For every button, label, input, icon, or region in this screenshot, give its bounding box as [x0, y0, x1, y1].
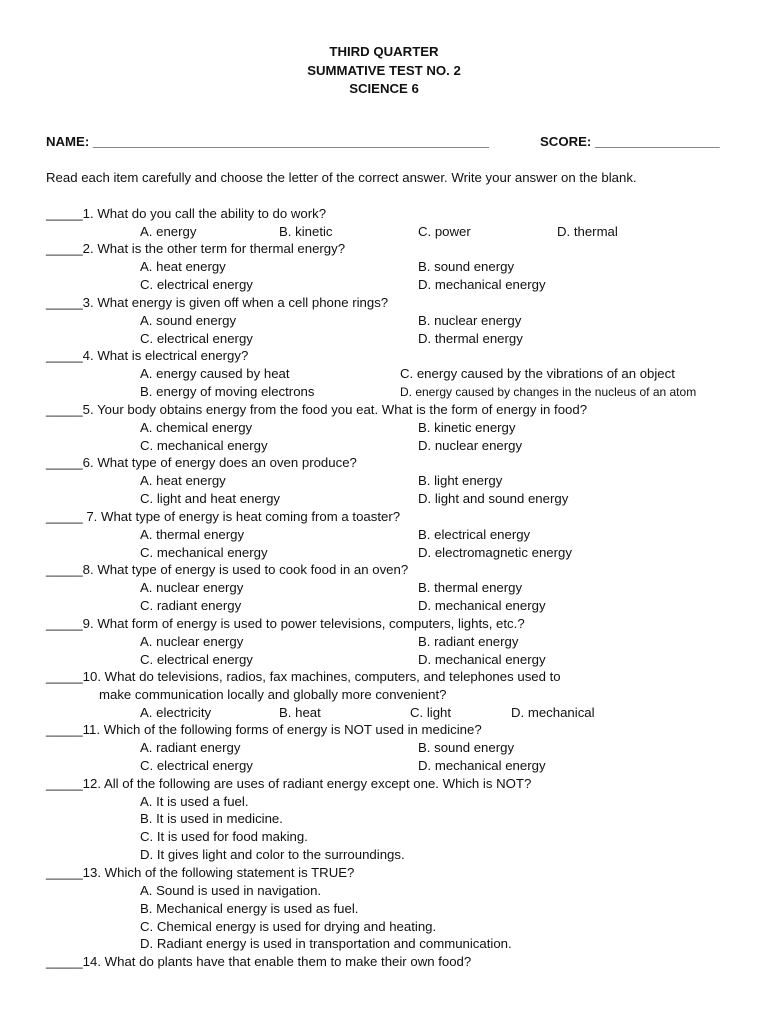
option-a: A. energy caused by heat: [140, 366, 290, 381]
option-d: D. electromagnetic energy: [418, 545, 572, 560]
question-stem: _____9. What form of energy is used to power televisions, computers, lights, etc.?: [46, 616, 525, 631]
option-a: A. chemical energy: [140, 420, 253, 435]
question-stem: _____2. What is the other term for thermal energy?: [46, 241, 346, 256]
option-b: B. light energy: [418, 473, 503, 488]
question-stem: _____5. Your body obtains energy from the food you eat. What is the form of energy in food?: [46, 402, 588, 417]
option-d: D. nuclear energy: [418, 438, 523, 453]
name-field[interactable]: NAME: ______________________________________________________: [46, 134, 489, 149]
option-c: C. mechanical energy: [140, 438, 268, 453]
question-stem: _____14. What do plants have that enable them to make their own food?: [46, 954, 472, 969]
option-b: B. kinetic energy: [418, 420, 516, 435]
option-b: B. sound energy: [418, 740, 515, 755]
header-title: THIRD QUARTER: [329, 44, 439, 59]
option-d: D. It gives light and color to the surroundings.: [140, 847, 405, 862]
option-c: C. mechanical energy: [140, 545, 268, 560]
question-stem-continued: make communication locally and globally more convenient?: [99, 687, 447, 702]
header-subject: SCIENCE 6: [349, 81, 419, 96]
option-c: C. energy caused by the vibrations of an object: [400, 366, 675, 381]
option-a: A. heat energy: [140, 473, 226, 488]
question-stem: _____3. What energy is given off when a cell phone rings?: [46, 295, 389, 310]
option-c: C. electrical energy: [140, 331, 253, 346]
option-b: B. Mechanical energy is used as fuel.: [140, 901, 359, 916]
option-b: B. kinetic: [279, 224, 333, 239]
option-b: B. energy of moving electrons: [140, 384, 315, 399]
option-d: D. light and sound energy: [418, 491, 569, 506]
option-c: C. It is used for food making.: [140, 829, 308, 844]
option-b: B. electrical energy: [418, 527, 531, 542]
option-c: C. electrical energy: [140, 277, 253, 292]
question-stem: _____11. Which of the following forms of energy is NOT used in medicine?: [46, 722, 482, 737]
question-stem: _____12. All of the following are uses of radiant energy except one. Which is NOT?: [46, 776, 532, 791]
option-c: C. electrical energy: [140, 652, 253, 667]
option-d: D. Radiant energy is used in transportation and communication.: [140, 936, 512, 951]
option-a: A. energy: [140, 224, 197, 239]
option-d: D. mechanical: [511, 705, 595, 720]
question-stem: _____ 7. What type of energy is heat coming from a toaster?: [46, 509, 401, 524]
header-subtitle: SUMMATIVE TEST NO. 2: [307, 63, 461, 78]
question-stem: _____10. What do televisions, radios, fax machines, computers, and telephones used to: [46, 669, 561, 684]
option-b: B. heat: [279, 705, 321, 720]
option-b: B. It is used in medicine.: [140, 811, 283, 826]
option-a: A. nuclear energy: [140, 580, 244, 595]
option-c: C. light: [410, 705, 452, 720]
option-a: A. nuclear energy: [140, 634, 244, 649]
option-d: D. thermal: [557, 224, 618, 239]
question-stem: _____4. What is electrical energy?: [46, 348, 249, 363]
option-d: D. mechanical energy: [418, 758, 546, 773]
score-field[interactable]: SCORE: _________________: [540, 134, 720, 149]
option-d: D. mechanical energy: [418, 652, 546, 667]
option-c: C. light and heat energy: [140, 491, 281, 506]
option-d: D. mechanical energy: [418, 277, 546, 292]
option-a: A. Sound is used in navigation.: [140, 883, 322, 898]
option-a: A. radiant energy: [140, 740, 241, 755]
option-d: D. mechanical energy: [418, 598, 546, 613]
question-stem: _____1. What do you call the ability to do work?: [46, 206, 327, 221]
option-c: C. radiant energy: [140, 598, 242, 613]
option-d: D. thermal energy: [418, 331, 523, 346]
question-stem: _____6. What type of energy does an oven produce?: [46, 455, 357, 470]
option-a: A. sound energy: [140, 313, 237, 328]
option-a: A. heat energy: [140, 259, 226, 274]
question-stem: _____13. Which of the following statement is TRUE?: [46, 865, 355, 880]
option-a: A. thermal energy: [140, 527, 245, 542]
option-b: B. radiant energy: [418, 634, 519, 649]
instructions: Read each item carefully and choose the letter of the correct answer. Write your answer on the blank.: [46, 170, 637, 185]
question-stem: _____8. What type of energy is used to cook food in an oven?: [46, 562, 409, 577]
option-b: B. nuclear energy: [418, 313, 522, 328]
option-a: A. electricity: [140, 705, 212, 720]
option-c: C. Chemical energy is used for drying and heating.: [140, 919, 437, 934]
option-b: B. thermal energy: [418, 580, 523, 595]
option-d: D. energy caused by changes in the nucleus of an atom: [400, 385, 697, 399]
option-a: A. It is used a fuel.: [140, 794, 249, 809]
option-c: C. power: [418, 224, 471, 239]
option-c: C. electrical energy: [140, 758, 253, 773]
option-b: B. sound energy: [418, 259, 515, 274]
